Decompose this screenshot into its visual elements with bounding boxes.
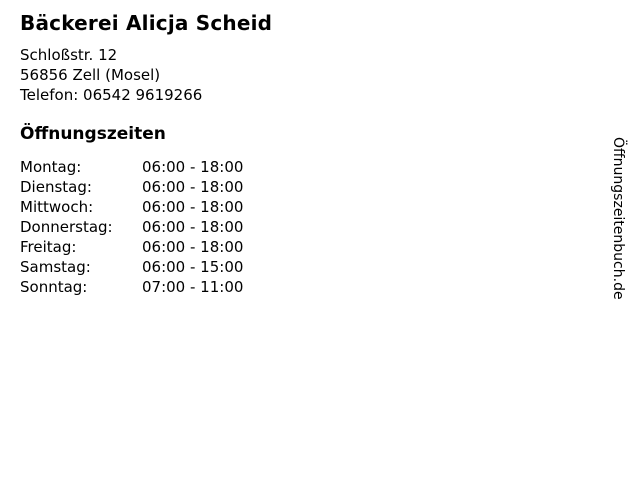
time-value: 06:00 - 15:00 — [142, 258, 244, 276]
day-label: Freitag: — [20, 238, 77, 256]
day-label: Samstag: — [20, 258, 91, 276]
hours-row-saturday — [20, 257, 600, 277]
phone-number: Telefon: 06542 9619266 — [20, 86, 203, 104]
hours-row-tuesday — [20, 177, 600, 197]
city-address: 56856 Zell (Mosel) — [20, 66, 161, 84]
time-value: 06:00 - 18:00 — [142, 238, 244, 256]
time-value: 06:00 - 18:00 — [142, 218, 244, 236]
hours-row-friday — [20, 237, 600, 257]
time-value: 07:00 - 11:00 — [142, 278, 244, 296]
day-label: Dienstag: — [20, 178, 92, 196]
hours-row-sunday — [20, 277, 600, 297]
hours-row-wednesday — [20, 197, 600, 217]
business-name-title: Bäckerei Alicja Scheid — [20, 11, 273, 35]
day-label: Sonntag: — [20, 278, 88, 296]
hours-row-monday — [20, 157, 600, 177]
day-label: Mittwoch: — [20, 198, 94, 216]
time-value: 06:00 - 18:00 — [142, 198, 244, 216]
address-block — [20, 45, 600, 105]
time-value: 06:00 - 18:00 — [142, 158, 244, 176]
oeffnungszeitenbuch-watermark: Öffnungszeitenbuch.de — [610, 137, 626, 300]
opening-hours-heading: Öffnungszeiten — [20, 124, 166, 144]
time-value: 06:00 - 18:00 — [142, 178, 244, 196]
hours-row-thursday — [20, 217, 600, 237]
day-label: Montag: — [20, 158, 82, 176]
street-address: Schloßstr. 12 — [20, 46, 118, 64]
day-label: Donnerstag: — [20, 218, 113, 236]
main-content — [20, 10, 600, 297]
opening-hours-table — [20, 157, 600, 297]
